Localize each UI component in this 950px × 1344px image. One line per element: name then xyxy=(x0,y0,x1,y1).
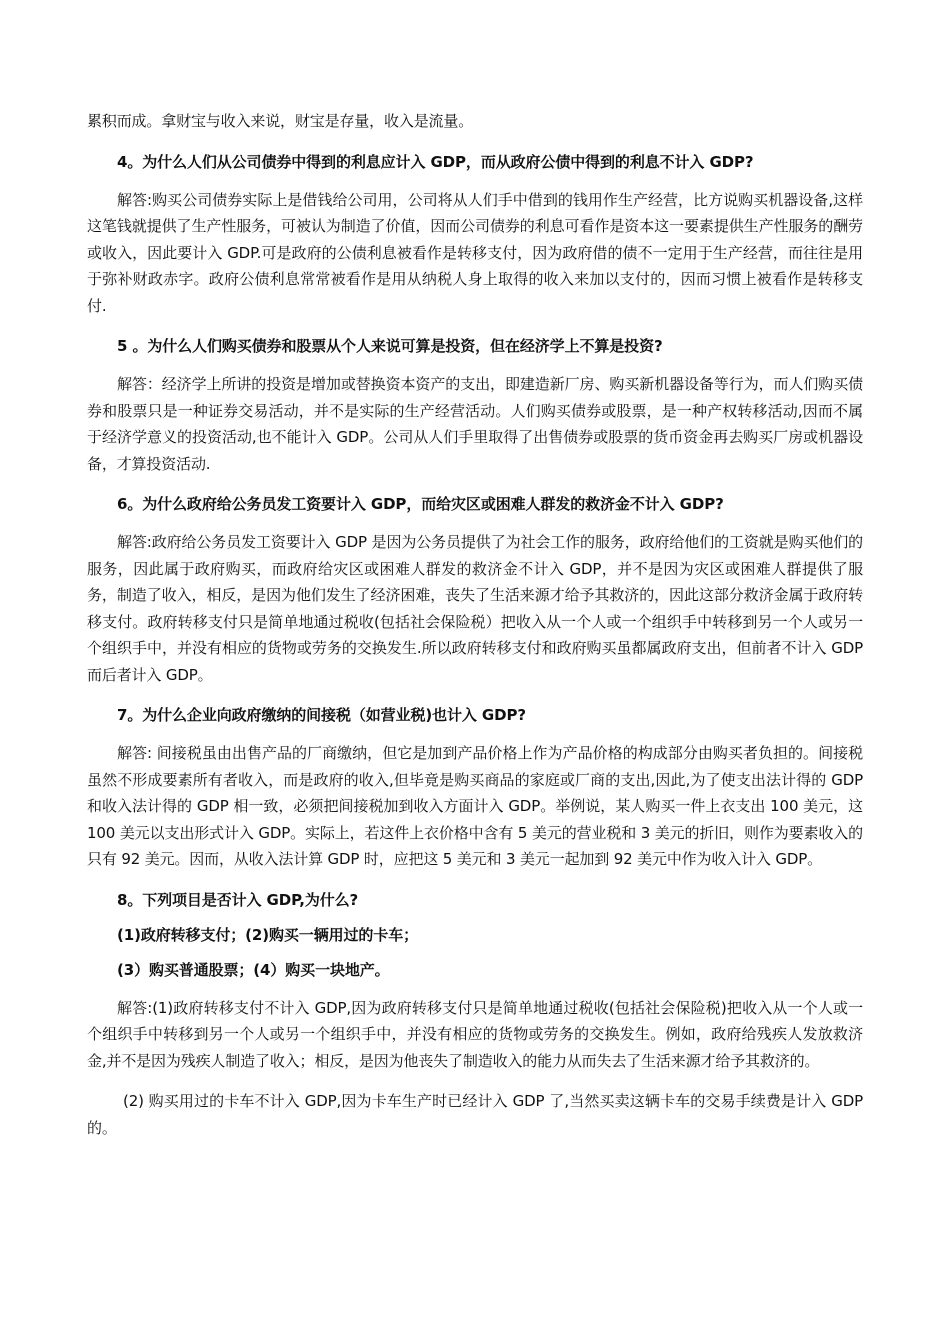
question-7-heading: 7。为什么企业向政府缴纳的间接税（如营业税)也计入 GDP? xyxy=(117,706,526,724)
answer-6-paragraph: 解答:政府给公务员发工资要计入 GDP 是因为公务员提供了为社会工作的服务，政府给他们的工资就是购买他们的服务，因此属于政府购买，而政府给灾区或困难人群发的救济金不计入 GDP，并不是因为灾区或困难人群提供了服务，制造了收入，相反，是因为他们发生了经济困难，丧失了生活来源才给予其救济的，因此这部分救济金属于政府转移支付。政府转移支付只是简单地通过税收(包括社会保险税）把收入从一个人或一个组织手中转移到另一个人或另一个组织手中，并没有相应的货物或劳务的交换发生.所以政府转移支付和政府购买虽都属政府支出，但前者不计入 GDP 而后者计入 GDP。 xyxy=(87,533,863,684)
answer-8-part-2-paragraph: (2) 购买用过的卡车不计入 GDP,因为卡车生产时已经计入 GDP 了,当然买卖这辆卡车的交易手续费是计入 GDP 的。 xyxy=(87,1092,863,1137)
answer-4-paragraph: 解答:购买公司债券实际上是借钱给公司用，公司将从人们手中借到的钱用作生产经营，比方说购买机器设备,这样这笔钱就提供了生产性服务，可被认为制造了价值，因而公司债券的利息可看作是资本这一要素提供生产性服务的酬劳或收入，因此要计入 GDP.可是政府的公债利息被看作是转移支付，因为政府借的债不一定用于生产经营，而往往是用于弥补财政赤字。政府公债利息常常被看作是用从纳税人身上取得的收入来加以支付的，因而习惯上被看作是转移支付. xyxy=(87,190,863,315)
answer-7-paragraph: 解答: 间接税虽由出售产品的厂商缴纳，但它是加到产品价格上作为产品价格的构成部分由购买者负担的。间接税虽然不形成要素所有者收入，而是政府的收入,但毕竟是购买商品的家庭或厂商的支出,因此,为了使支出法计得的 GDP 和收入法计得的 GDP 相一致，必须把间接税加到收入方面计入 GDP。举例说，某人购买一件上衣支出 100 美元，这 100 美元以支出形式计入 GDP。实际上，若这件上衣价格中含有 5 美元的营业税和 3 美元的折旧，则作为要素收入的只有 92 美元。因而，从收入法计算 GDP 时，应把这 5 美元和 3 美元一起加到 92 美元中作为收入计入 GDP。 xyxy=(87,744,864,868)
document-page xyxy=(87,108,863,1141)
answer-8-part-1-paragraph: 解答:(1)政府转移支付不计入 GDP,因为政府转移支付只是简单地通过税收(包括社会保险税)把收入从一个人或一个组织手中转移到另一个人或另一个组织手中，并没有相应的货物或劳务的交换发生。例如，政府给残疾人发放救济金,并不是因为残疾人制造了收入；相反，是因为他丧失了制造收入的能力从而失去了生活来源才给予其救济的。 xyxy=(87,998,863,1070)
question-8-heading: 8。下列项目是否计入 GDP,为什么? xyxy=(117,890,359,909)
answer-5-paragraph: 解答：经济学上所讲的投资是增加或替换资本资产的支出，即建造新厂房、购买新机器设备等行为，而人们购买债券和股票只是一种证券交易活动，并不是实际的生产经营活动。人们购买债券或股票，是一种产权转移活动,因而不属于经济学意义的投资活动,也不能计入 GDP。公司从人们手里取得了出售债券或股票的货币资金再去购买厂房或机器设备，才算投资活动. xyxy=(87,375,863,473)
question-5-heading: 5 。为什么人们购买债券和股票从个人来说可算是投资，但在经济学上不算是投资? xyxy=(117,337,663,355)
question-4-heading: 4。为什么人们从公司债券中得到的利息应计入 GDP，而从政府公债中得到的利息不计入 GDP? xyxy=(117,152,754,171)
question-8-items-3-4: (3）购买普通股票；(4）购买一块地产。 xyxy=(117,960,390,979)
paragraph-continuation: 累积而成。拿财宝与收入来说，财宝是存量，收入是流量。 xyxy=(87,112,474,130)
question-8-items-1-2: (1)政府转移支付；(2)购买一辆用过的卡车； xyxy=(117,925,418,944)
question-6-heading: 6。为什么政府给公务员发工资要计入 GDP，而给灾区或困难人群发的救济金不计入 GDP? xyxy=(117,495,724,513)
